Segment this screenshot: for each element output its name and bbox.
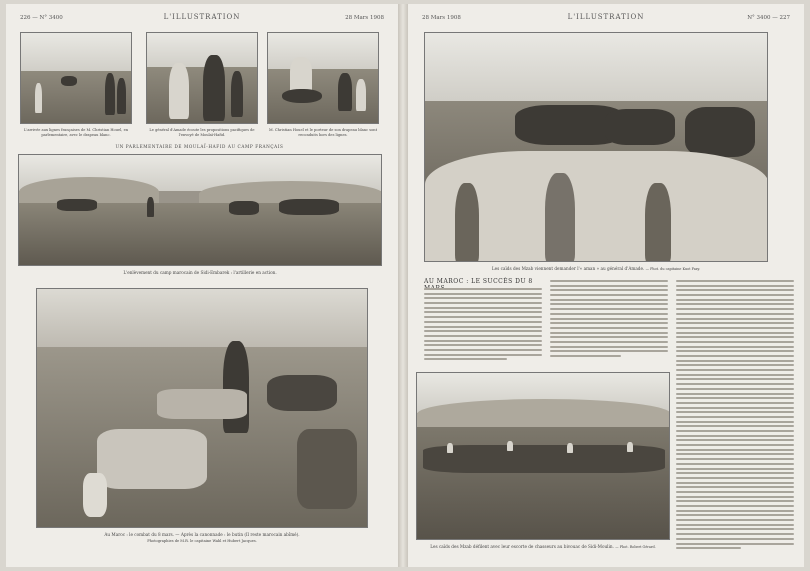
photo-battlefield-spoils [36, 288, 368, 528]
article-column-1 [424, 288, 542, 363]
caption-photo-3: M. Christian Houel et le porteur de son drapeau blanc sont reconduits hors des lignes. [268, 128, 378, 138]
right-page-header [422, 13, 790, 25]
article-column-2 [550, 280, 668, 360]
caption-bottom-right [416, 544, 670, 550]
photo-panorama-artillery [18, 154, 382, 266]
article-title: AU MAROC : LE SUCCÈS DU 8 [424, 278, 533, 285]
issue-date: 28 Mars 1908 [422, 15, 461, 21]
right-page [408, 4, 804, 567]
publication-title: L'ILLUSTRATION [163, 13, 241, 21]
issue-date: 28 Mars 1908 [345, 15, 384, 21]
caption-photo-1: L'arrivée aux lignes françaises de M. Christian Houel, en parlementaire, avec le drapeau blanc. [23, 128, 129, 138]
caption-top-credit: — Phot. du capitaine Kuot Fazy. [645, 267, 701, 271]
article-column-3 [676, 280, 794, 552]
caption-top-right [424, 266, 768, 272]
caption-photo-2: Le général d'Amade écoute les propositions pacifiques de l'envoyé de Moulaï-Hafid. [149, 128, 255, 138]
photo-general-amade [146, 32, 258, 124]
caption-large-photo: Au Maroc : le combat du 8 mars. — Après la canonnade : le butin (Il reste marocain abîmé). [104, 532, 300, 537]
caption-bottom-credit: — Phot. Robert Gérard. [615, 545, 656, 549]
left-page-header [20, 13, 384, 25]
caption-bottom-text: Les caïds des Mzab défilent avec leur escorte de chasseurs au bivouac de Sidi-Moulin. [430, 544, 614, 549]
left-page [6, 4, 398, 567]
page-number: 226 — N° 3400 [20, 15, 63, 21]
publication-title: L'ILLUSTRATION [567, 13, 645, 21]
photo-caids-mzab [424, 32, 768, 262]
page-gutter [398, 4, 408, 567]
photo-arrival-parlementaire [20, 32, 132, 124]
photo-credit-left: Photographies de M.R. le capitaine Wahl et Hubert Jacques. [147, 539, 257, 543]
page-number: N° 3400 — 227 [747, 15, 790, 21]
series-title: UN PARLEMENTAIRE DE MOULAÏ-HAFID AU CAMP FRANÇAIS [115, 144, 284, 149]
photo-houel-escorted [267, 32, 379, 124]
photo-caids-escort [416, 372, 670, 540]
caption-top-text: Les caïds des Mzab viennent demander l'« aman » au général d'Amade. [491, 266, 645, 271]
caption-panorama: L'enlèvement du camp marocain de Sidi-Embarek : l'artillerie en action. [123, 270, 277, 275]
